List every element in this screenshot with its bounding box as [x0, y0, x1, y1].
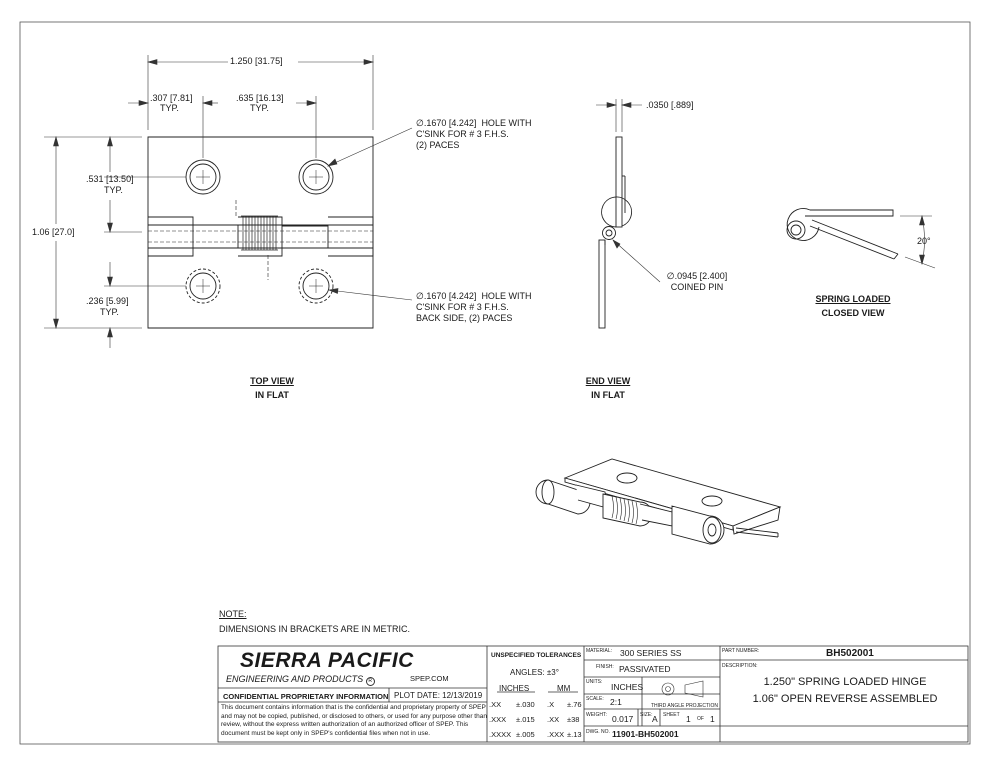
dwg-no-value: 11901-BH502001	[612, 729, 679, 739]
dim-lower-hole-height-typ: TYP.	[100, 307, 119, 317]
tolerance-row: .XXX ±.015 .XX ±38	[489, 715, 580, 724]
dim-thickness: .0350 [.889]	[646, 100, 694, 110]
closed-view-title: SPRING LOADED	[815, 294, 891, 304]
size-label: SIZE:	[640, 712, 653, 718]
dim-overall-height: 1.06 [27.0]	[32, 227, 75, 237]
scale-label: SCALE:	[586, 696, 604, 702]
description-line-2: 1.06" OPEN REVERSE ASSEMBLED	[752, 693, 938, 705]
note-heading: NOTE:	[219, 609, 247, 619]
company-subtitle: ENGINEERING AND PRODUCTS R	[226, 674, 375, 686]
weight-value: 0.017	[612, 714, 634, 724]
dim-upper-hole-height-typ: TYP.	[104, 185, 123, 195]
end-view-dimensions	[596, 99, 660, 282]
top-view-title: TOP VIEW	[250, 376, 294, 386]
tolerance-inches-heading: INCHES	[499, 684, 530, 693]
units-value: INCHES	[611, 682, 644, 692]
dim-upper-hole-height: .531 [13.50]	[86, 174, 134, 184]
closed-view-geometry	[787, 208, 898, 259]
dim-overall-width: 1.250 [31.75]	[230, 56, 283, 66]
description-line-1: 1.250" SPRING LOADED HINGE	[763, 676, 927, 688]
tolerance-row: .XX ±.030 .X ±.76	[489, 700, 582, 709]
finish-label: FINISH:	[596, 664, 614, 670]
callout-hole-bottom: ∅.1670 [4.242] HOLE WITH C'SINK FOR # 3 F.H.S. BACK SIDE, (2) PACES	[416, 291, 532, 323]
description	[722, 674, 968, 708]
tolerance-angles: ANGLES: ±3°	[510, 668, 559, 677]
company-website: SPEP.COM	[410, 674, 449, 683]
top-view-geometry	[148, 137, 373, 328]
dim-hole-offset-2: .635 [16.13]	[236, 93, 284, 103]
tolerance-row: .XXXX ±.005 .XXX ±.13	[489, 730, 582, 739]
scale-value: 2:1	[610, 697, 622, 707]
company-name: SIERRA PACIFIC	[240, 649, 414, 672]
third-angle-projection-icon	[662, 681, 703, 697]
part-number-label: PART NUMBER:	[722, 648, 760, 654]
closed-view-subtitle: CLOSED VIEW	[821, 308, 885, 318]
dim-hole-offset-1: .307 [7.81]	[150, 93, 193, 103]
confidential-text: This document contains information that is the confidential and proprietary property of SPEP and may not be copied, published, or disclosed to others, or used for any purpose other than review, without the express written authorization of an authorized officer of SPEP. This document must be kept only in SPEP's confidential files when not in use.	[221, 704, 487, 737]
end-view-title: END VIEW	[585, 376, 631, 386]
callout-hole-top: ∅.1670 [4.242] HOLE WITH C'SINK FOR # 3 F.H.S. (2) PACES	[416, 118, 532, 150]
tolerances-heading: UNSPECIFIED TOLERANCES	[491, 652, 582, 659]
finish-value: PASSIVATED	[619, 664, 671, 674]
dwg-no-label: DWG. NO.	[586, 729, 610, 735]
sheet-value: 1	[686, 714, 691, 724]
part-number-value: BH502001	[826, 648, 874, 659]
projection-label: THIRD ANGLE PROJECTION	[651, 703, 718, 709]
sheet-total: 1	[710, 714, 715, 724]
of-label: OF	[697, 716, 704, 722]
tolerance-mm-heading: MM	[557, 684, 571, 693]
size-value: A	[652, 714, 658, 724]
dim-angle: 20°	[917, 236, 931, 246]
callout-pin: ∅.0945 [2.400] COINED PIN	[666, 271, 728, 292]
end-view-geometry	[599, 137, 632, 328]
spring-coil	[241, 216, 278, 250]
plot-date: PLOT DATE: 12/13/2019	[394, 691, 483, 700]
tolerance-rows	[489, 697, 582, 742]
note-text: DIMENSIONS IN BRACKETS ARE IN METRIC.	[219, 624, 411, 634]
sheet-label: SHEET	[663, 712, 680, 718]
confidential-heading: CONFIDENTIAL PROPRIETARY INFORMATION	[223, 692, 389, 701]
weight-label: WEIGHT:	[586, 712, 607, 718]
units-label: UNITS:	[586, 679, 603, 685]
description-label: DESCRIPTION:	[722, 663, 758, 669]
end-view-subtitle: IN FLAT	[591, 390, 625, 400]
dim-hole-offset-1-typ: TYP.	[160, 103, 179, 113]
top-view-subtitle: IN FLAT	[255, 390, 289, 400]
material-label: MATERIAL:	[586, 648, 613, 654]
isometric-view	[536, 459, 780, 544]
dim-hole-offset-2-typ: TYP.	[250, 103, 269, 113]
material-value: 300 SERIES SS	[620, 648, 682, 658]
dim-lower-hole-height: .236 [5.99]	[86, 296, 129, 306]
registered-mark: R	[366, 677, 375, 686]
